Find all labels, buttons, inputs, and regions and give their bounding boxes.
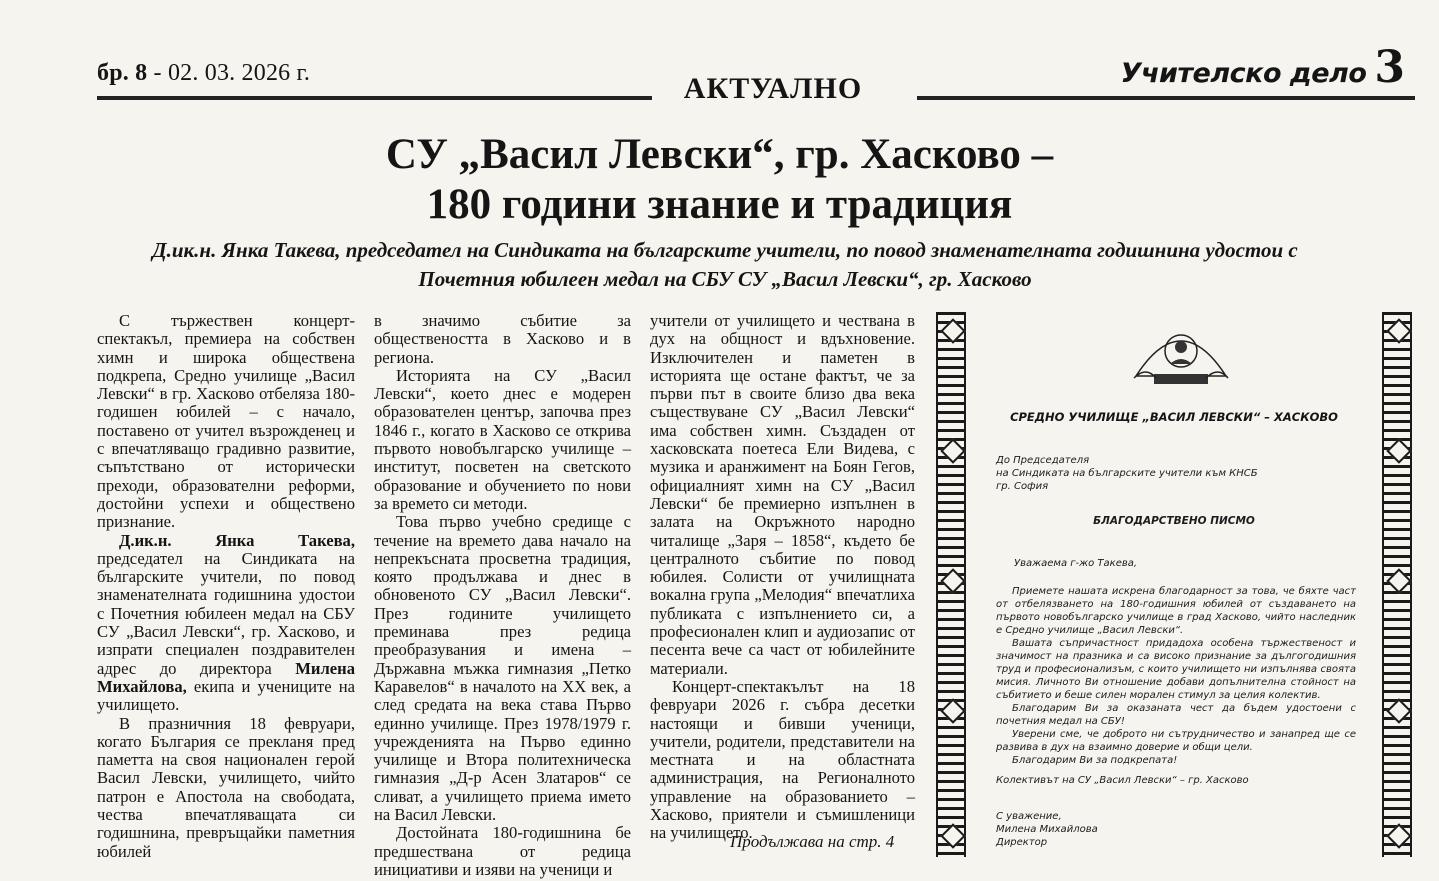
letter-school-name: СРЕДНО УЧИЛИЩЕ „ВАСИЛ ЛЕВСКИ“ – ХАСКОВО <box>1010 410 1338 424</box>
letter-collective: Колективът на СУ „Васил Левски“ – гр. Хасково <box>996 775 1249 786</box>
masthead-name: Учителско дело <box>1120 58 1367 89</box>
ornament-icon <box>940 438 965 463</box>
letter-paragraph: Благодарим Ви за подкрепата! <box>1012 755 1178 766</box>
ornament-border-right <box>1382 312 1412 857</box>
column-2 <box>374 312 631 879</box>
masthead <box>1121 42 1405 93</box>
letter-body <box>996 585 1356 767</box>
school-crest-icon <box>1126 316 1236 394</box>
ornament-icon <box>940 568 965 593</box>
paragraph: В празничния 18 февруари, когато България се прекланя пред паметта на своя национален герой Васил Левски, училището, чийто патрон е Апостола на свободата, чества впечатляващата си годишнина, превръщайки паметния юбилей <box>97 713 355 861</box>
letter-paragraph: Приемете нашата искрена благодарност за това, че бяхте част от отбелязването на 180-годишния юбилей от създаването на първото новобългарско училище в град Хасково, чийто наследник е Средно училище „Васил Левски“. <box>996 586 1356 636</box>
header-rule-left <box>97 96 652 100</box>
paragraph: Концерт-спектакълът на 18 февруари 2026 г. събра десетки настоящи и бивши ученици, учители, родители, представители на местната и на областната администрация, на Регионалното управление на образованието – Хасково, приятели и съмишленици на училището. <box>650 676 915 843</box>
letter-signature <box>996 810 1098 849</box>
issue-number: бр. 8 <box>97 60 148 86</box>
letter-paragraph: Благодарим Ви за оказаната чест да бъдем удостоени с почетния медал на СБУ! <box>996 703 1356 727</box>
signature-line: Директор <box>996 837 1048 848</box>
ornament-icon <box>1386 568 1411 593</box>
signature-line: С уважение, <box>996 811 1062 822</box>
page-number: 3 <box>1374 42 1405 93</box>
paragraph-text: екипа и учениците на училището. <box>97 676 355 715</box>
issue-date-text: - 02. 03. 2026 г. <box>147 60 311 86</box>
header-rule-right <box>917 96 1415 100</box>
paragraph: в значимо събитие за обществеността в Хасково и в региона. <box>374 311 631 367</box>
ornament-border-left <box>936 312 966 857</box>
letter-address <box>996 454 1258 493</box>
article-subtitle: Д.ик.н. Янка Такева, председател на Синдиката на българските учители, по повод знаменателната годишнина удостои с Почетния юбилеен медал на СБУ СУ „Васил Левски“, гр. Хасково <box>152 238 1298 291</box>
ornament-icon <box>1386 438 1411 463</box>
ornament-icon <box>1386 698 1411 723</box>
paragraph: С тържествен концерт-спектакъл, премиера на собствен химн и широка обществена подкрепа, Средно училище „Васил Левски“ в гр. Хасково отбеляза 180-годишен юбилей – с начало, поставено от учител възрожденец и с впечатляващо градивно развитие, съпътствано от исторически преходи, образователни реформи, достойни успехи и обществено признание. <box>97 311 355 532</box>
letter-paragraph: Уверени сме, че доброто ни сътрудничество и занапред ще се развива в дух на взаимно доверие и общи цели. <box>996 729 1356 753</box>
column-3 <box>650 312 915 843</box>
address-line: До Председателя <box>996 455 1090 466</box>
letter-title: БЛАГОДАРСТВЕНО ПИСМО <box>1093 515 1255 527</box>
paragraph <box>97 532 355 715</box>
title-line-1: СУ „Васил Левски“, гр. Хасково – <box>385 131 1054 178</box>
ornament-icon <box>940 318 965 343</box>
letter-paragraph: Вашата съпричастност придадоха особена тържественост и значимост на празника и са високо признание за дългогодишния труд и професионализъм, с които училището ни изпълнява своята мисия. Личното Ви отношение добави допълнителна стойност на събитието и беше силен морален стимул за целия колектив. <box>996 638 1356 701</box>
continues-on-page: Продължава на стр. 4 <box>730 832 895 851</box>
article-title <box>0 130 1439 230</box>
paragraph: Достойната 180-годишнина бе предшествана от редица инициативи и изяви на ученици и <box>374 823 631 879</box>
letter-greeting: Уважаема г-жо Такева, <box>1014 558 1138 569</box>
name-bold: Д.ик.н. Янка Такева, <box>119 530 355 550</box>
paragraph: учители от училището и чествана в дух на общност и вдъхновение. Изключителен и паметен в историята ще остане фактът, че за първи път в своите близо два века съществуване СУ „Васил Левски“ има собствен химн. Създаден от хасковската поетеса Ели Видева, с музика и аранжимент на Боян Гегов, официалният химн на СУ „Васил Левски“ бе премиерно изпълнен в залата на Окръжното народно читалище „Заря – 1858“, където бе централното събитие по повод юбилея. Солисти от училищната вокална група „Мелодия“ впечатлиха публиката с изпълнението си, а професионален клип и аудиозапис от песента вече са част от юбилейните материали. <box>650 311 915 678</box>
column-1 <box>97 312 355 861</box>
paragraph: Историята на СУ „Васил Левски“, което днес е модерен образователен център, започва през 1846 г., когато в Хасково се открива първото новобългарско училище – институт, посветен на светското образование и обучението по нови за времето си методи. <box>374 365 631 513</box>
signature-line: Милена Михайлова <box>996 824 1098 835</box>
title-line-2: 180 години знание и традиция <box>426 181 1013 228</box>
paragraph: Това първо учебно средище с течение на времето дава начало на непрекъсната просветна традиция, която продължава и днес в обновеното СУ „Васил Левски“. През годините училището преминава през редица преобразувания и имена – Държавна мъжка гимназия „Петко Каравелов“ в началото на XX век, а след средата на века става Първо единно училище. През 1978/1979 г. учрежденията на Първо единно училище и Втора политехническа гимназия „Д-р Асен Златаров“ се сливат, а училището приема името на Васил Левски. <box>374 512 631 825</box>
name-bold: Милена Михайлова, <box>97 658 355 696</box>
ornament-icon <box>940 698 965 723</box>
section-rubric: АКТУАЛНО <box>683 72 863 105</box>
ornament-icon <box>1386 318 1411 343</box>
address-line: на Синдиката на българските учители към КНСБ <box>996 468 1258 479</box>
address-line: гр. София <box>996 481 1049 492</box>
ornament-icon <box>1386 823 1411 848</box>
paragraph-text: председател на Синдиката на българските учители, по повод знаменателната годишнина удостои с Почетния юбилеен медал на СБУ СУ „Васил Левски“, гр. Хасково, и изпрати специален поздравителен адрес до директора <box>97 548 355 678</box>
thank-you-letter <box>936 312 1412 857</box>
ornament-icon <box>940 823 965 848</box>
issue-date <box>97 60 310 87</box>
